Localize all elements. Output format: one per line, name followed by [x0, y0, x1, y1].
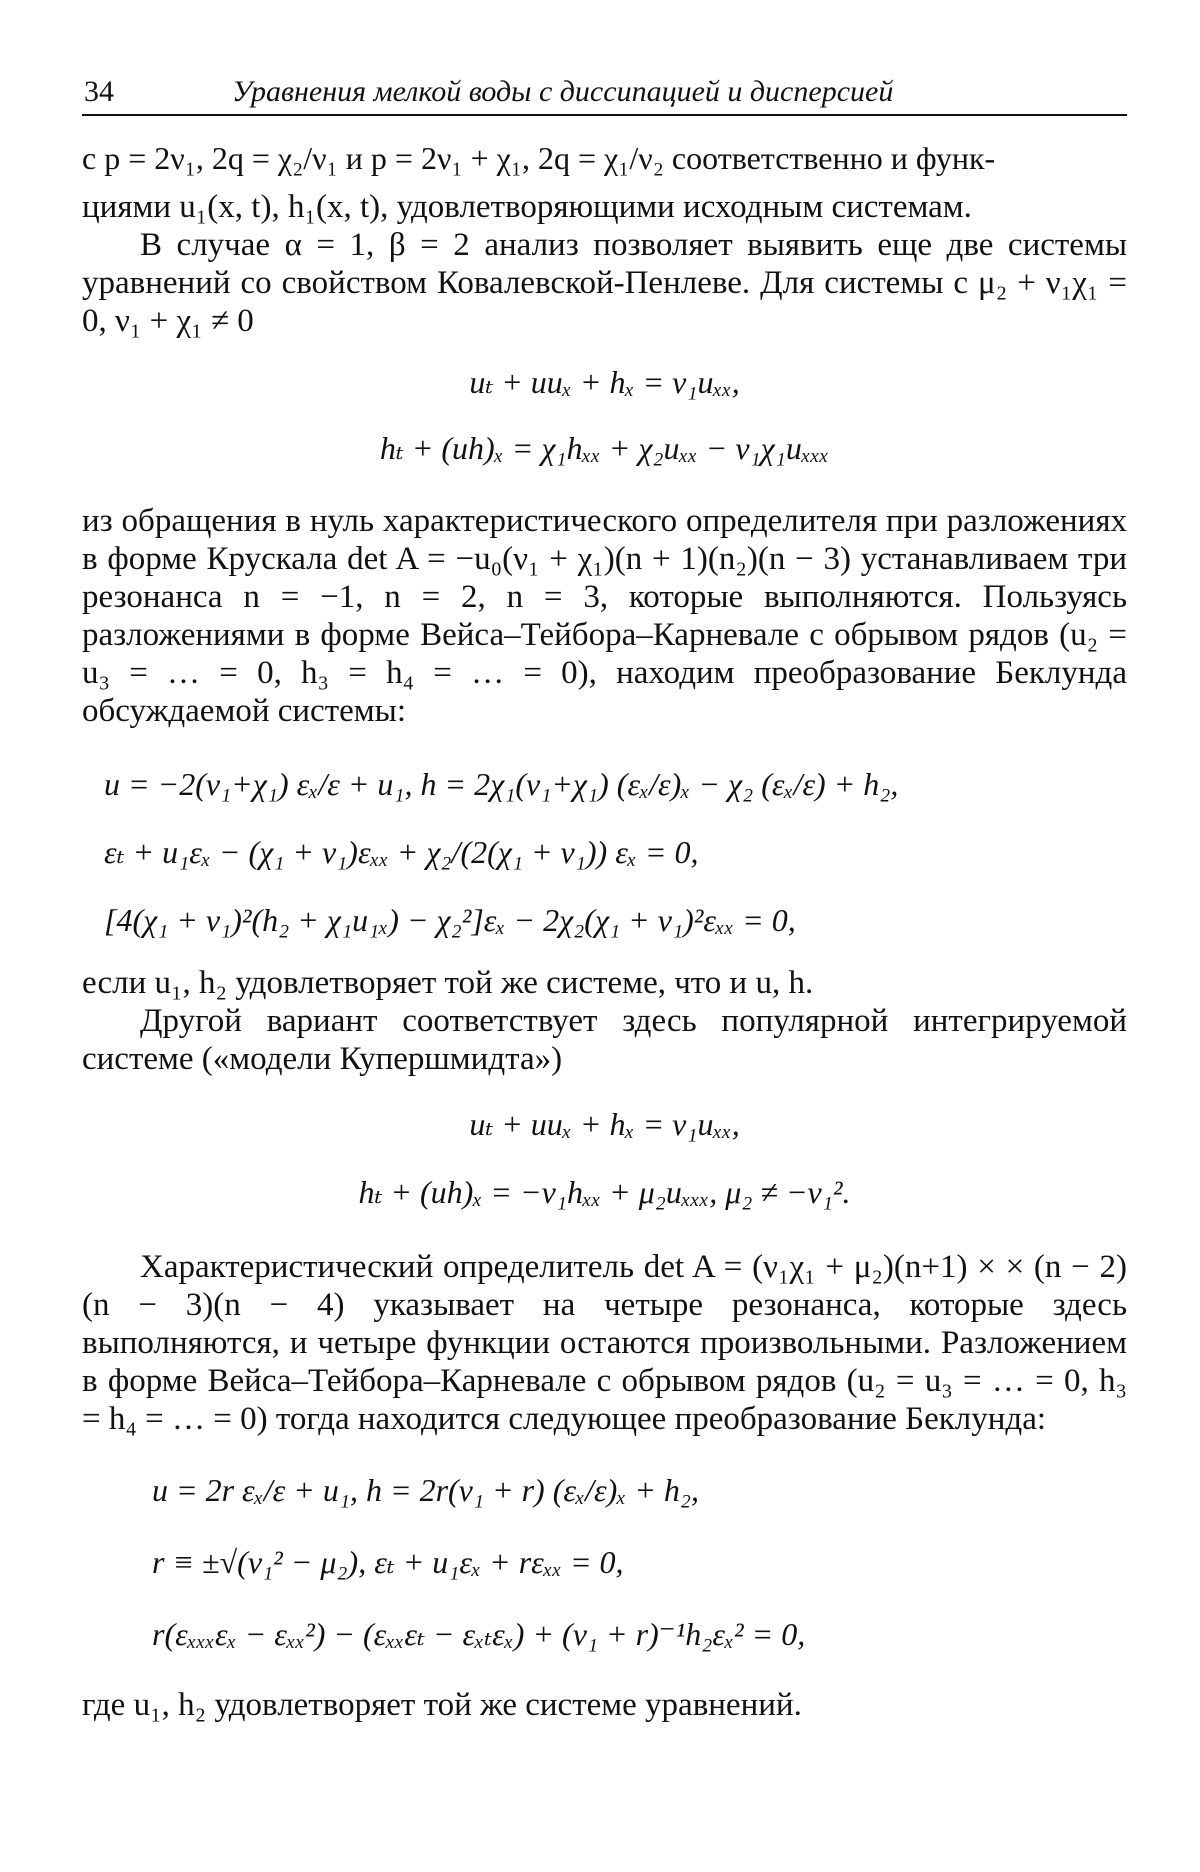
page-number: 34: [84, 75, 114, 108]
paragraph-condition: если u₁, h₂ удовлетворяет той же системе, что и u, h.: [82, 965, 814, 1001]
paragraph-final: где u₁, h₂ удовлетворяет той же системе уравнений.: [82, 1687, 802, 1723]
paragraph-determinant: Характеристический определитель det A = (ν₁χ₁ + μ₂)(n+1) × × (n − 2)(n − 3)(n − 4) указывает на четыре резонанса, которые здесь выполняются, и четыре функции остаются произвольными. Разложением в форме Вейса–Тейбора–Карневале с обрывом рядов (u₂ = u₃ = … = 0, h₃ = h₄ = … = 0) тогда находится следующее преобразование Беклунда:: [82, 1249, 1127, 1437]
equation-10: r(εₓₓₓεₓ − εₓₓ²) − (εₓₓεₜ − εₓₜεₓ) + (ν₁ + r)⁻¹h₂εₓ² = 0,: [152, 1616, 806, 1652]
equation-7: hₜ + (uh)ₓ = −ν₁hₓₓ + μ₂uₓₓₓ, μ₂ ≠ −ν₁².: [358, 1174, 851, 1210]
paragraph-kupershmidt: Другой вариант соответствует здесь популярной интегрируемой системе («модели Купершмидта»): [82, 1003, 1127, 1077]
equation-5: [4(χ₁ + ν₁)²(h₂ + χ₁u₁ₓ) − χ₂²]εₓ − 2χ₂(χ₁ + ν₁)²εₓₓ = 0,: [104, 902, 796, 938]
equation-9: r ≡ ±√(ν₁² − μ₂), εₜ + u₁εₓ + rεₓₓ = 0,: [152, 1544, 624, 1580]
text-line-1: с p = 2ν₁, 2q = χ₂/ν₁ и p = 2ν₁ + χ₁, 2q = χ₁/ν₂ соответственно и функ-: [82, 140, 996, 176]
equation-6: uₜ + uuₓ + hₓ = ν₁uₓₓ,: [469, 1106, 740, 1142]
equation-8: u = 2r εₓ/ε + u₁, h = 2r(ν₁ + r) (εₓ/ε)ₓ + h₂,: [152, 1472, 700, 1508]
equation-1: uₜ + uuₓ + hₓ = ν₁uₓₓ,: [469, 364, 740, 400]
paragraph-kruskal: из обращения в нуль характеристического определителя при разложениях в форме Крускала det A = −u₀(ν₁ + χ₁)(n + 1)(n₂)(n − 3) устанавливаем три резонанса n = −1, n = 2, n = 3, которые выполняются. Пользуясь разложениями в форме Вейса–Тейбора–Карневале с обрывом рядов (u₂ = u₃ = … = 0, h₃ = h₄ = … = 0), находим преобразование Беклунда обсуждаемой системы:: [82, 503, 1127, 729]
paragraph-kovalevskaya: В случае α = 1, β = 2 анализ позволяет выявить еще две системы уравнений со свойством Ковалевской-Пенлеве. Для системы с μ₂ + ν₁χ₁ = 0, ν₁ + χ₁ ≠ 0: [82, 227, 1127, 339]
equation-4: εₜ + u₁εₓ − (χ₁ + ν₁)εₓₓ + χ₂/(2(χ₁ + ν₁)) εₓ = 0,: [104, 834, 699, 870]
equation-2: hₜ + (uh)ₓ = χ₁hₓₓ + χ₂uₓₓ − ν₁χ₁uₓₓₓ: [379, 430, 830, 466]
equation-3: u = −2(ν₁+χ₁) εₓ/ε + u₁, h = 2χ₁(ν₁+χ₁) (εₓ/ε)ₓ − χ₂ (εₓ/ε) + h₂,: [104, 766, 899, 802]
text-line-2: циями u₁(x, t), h₁(x, t), удовлетворяющими исходным системам.: [82, 189, 972, 225]
book-page: [82, 70, 1127, 1724]
running-title: Уравнения мелкой воды с диссипацией и дисперсией: [232, 75, 894, 108]
running-header: [82, 70, 1127, 116]
